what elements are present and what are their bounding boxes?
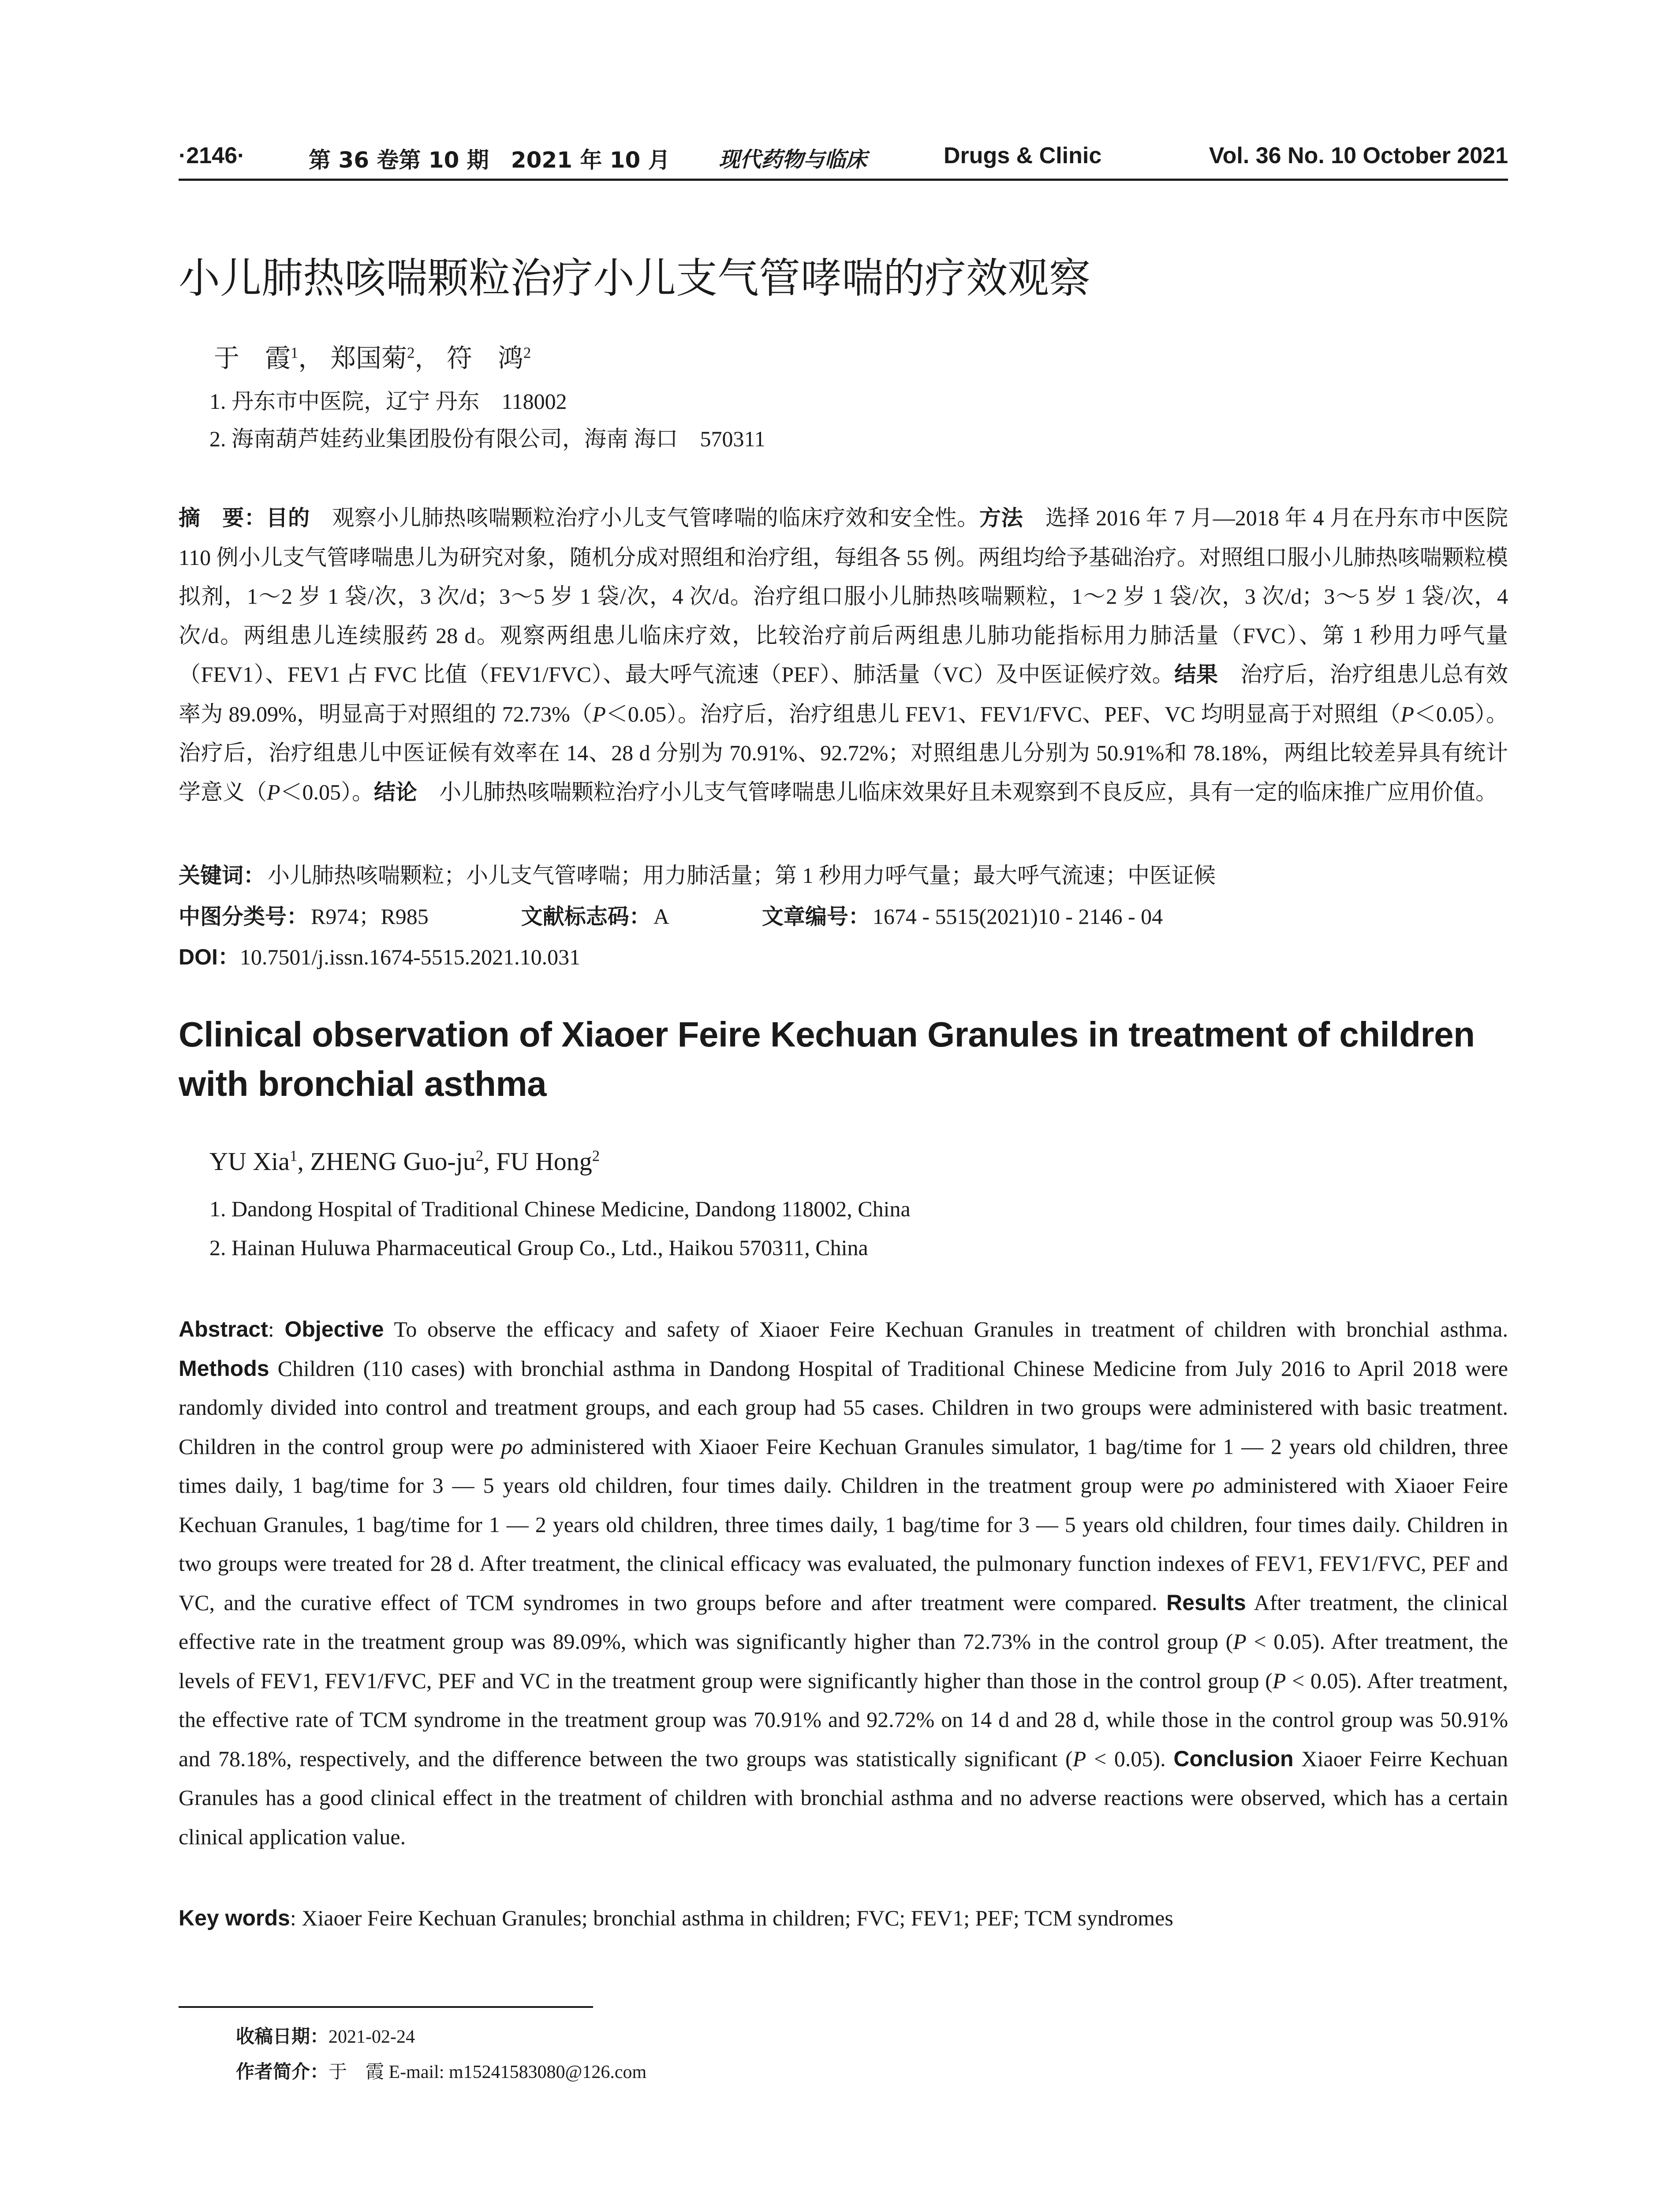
- p-value-symbol: P: [1072, 1746, 1086, 1771]
- clc-label: 中图分类号：: [179, 904, 309, 929]
- affiliation-cn-1: 1. 丹东市中医院，辽宁 丹东 118002: [209, 389, 567, 414]
- conclusion-text-en: Xiaoer Feirre Kechuan Granules has a good clinical effect in the treatment of children with bronchial asthma and no adverse reactions were observed, which has a certain clinical application value.: [179, 1746, 1508, 1849]
- results-label-en: Results: [1166, 1590, 1246, 1615]
- document-code-label: 文献标志码：: [521, 904, 651, 929]
- header-volume-cn: 第 36 卷第 10 期 2021 年 10 月: [309, 147, 670, 173]
- objective-text-en: To observe the efficacy and safety of Xiaoer Feire Kechuan Granules in treatment of children with bronchial asthma.: [394, 1317, 1508, 1342]
- keywords-text-en: Xiaoer Feire Kechuan Granules; bronchial asthma in children; FVC; FEV1; PEF; TCM syndromes: [302, 1906, 1173, 1930]
- abstract-colon: :: [268, 1317, 285, 1342]
- results-text-en: < 0.05).: [1086, 1746, 1166, 1771]
- doi-link[interactable]: 10.7501/j.issn.1674-5515.2021.10.031: [239, 945, 581, 969]
- methods-text-en: administered with Xiaoer Feire Kechuan Granules simulator, 1 bag/time for 1 — 2 years old children, three times daily, 1 bag/time for 3 — 5 years old children, four times daily. Children in the treatment group were: [179, 1434, 1508, 1498]
- keywords-text-cn: 小儿肺热咳喘颗粒；小儿支气管哮喘；用力肺活量；第 1 秒用力呼气量；最大呼气流速；中医证候: [268, 863, 1216, 888]
- results-text-en: < 0.05). After treatment, the levels of FEV1, FEV1/FVC, PEF and VC in the treatment group were significantly higher than those in the control group (: [179, 1629, 1508, 1693]
- author-affiliation-mark: 2: [475, 1147, 484, 1165]
- affiliation-en-1: 1. Dandong Hospital of Traditional Chinese Medicine, Dandong 118002, China: [209, 1196, 911, 1221]
- author-affiliation-mark: 2: [407, 344, 415, 362]
- p-value-symbol: P: [267, 779, 280, 804]
- author-name: FU Hong: [496, 1147, 592, 1176]
- abstract-label-en: Abstract: [179, 1317, 268, 1342]
- author-name: 郑国菊: [330, 344, 407, 373]
- article-title-cn: 小儿肺热咳喘颗粒治疗小儿支气管哮喘的疗效观察: [179, 254, 1091, 303]
- affiliation-cn-2: 2. 海南葫芦娃药业集团股份有限公司，海南 海口 570311: [209, 426, 765, 451]
- classification-line: [179, 899, 1163, 931]
- footnote-received: [236, 2022, 415, 2048]
- header-journal-cn: 现代药物与临床: [719, 147, 867, 172]
- p-value-symbol: P: [1272, 1668, 1286, 1693]
- keywords-en: [179, 1905, 1173, 1931]
- author-separator: ,: [483, 1147, 497, 1176]
- results-text-cn: ＜0.05）。治疗后，治疗组患儿中医证候有效率在 14、28 d 分别为 70.91%、92.72%；对照组患儿分别为 50.91%和 78.18%，两组比较差异具有统计学意义（: [179, 701, 1508, 804]
- article-number-value: 1674 - 5515(2021)10 - 2146 - 04: [872, 904, 1163, 929]
- po-abbreviation: po: [501, 1434, 523, 1459]
- author-affiliation-mark: 1: [290, 1147, 298, 1165]
- document-code-value: A: [653, 904, 669, 929]
- abstract-cn: [179, 498, 1508, 812]
- affiliation-en-2: 2. Hainan Huluwa Pharmaceutical Group Co., Ltd., Haikou 570311, China: [209, 1235, 868, 1260]
- p-value-symbol: P: [592, 701, 606, 726]
- author-list-en: [209, 1147, 600, 1176]
- methods-text-en: Children (110 cases) with bronchial asthma in Dandong Hospital of Traditional Chinese Medicine from July 2016 to April 2018 were randomly divided into control and treatment groups, and each group had 55 cases. Children in two groups were administered with basic treatment. Children in the control group were: [179, 1356, 1508, 1459]
- author-name: 符 鸿: [446, 344, 523, 373]
- conclusion-text-cn: 小儿肺热咳喘颗粒治疗小儿支气管哮喘患儿临床效果好且未观察到不良反应，具有一定的临床推广应用价值。: [439, 779, 1498, 804]
- conclusion-label-cn: 结论: [374, 779, 418, 805]
- conclusion-label-en: Conclusion: [1173, 1746, 1294, 1771]
- abstract-label-cn: 摘 要：: [179, 505, 266, 531]
- methods-text-cn: 选择 2016 年 7 月—2018 年 4 月在丹东市中医院 110 例小儿支气管哮喘患儿为研究对象，随机分成对照组和治疗组，每组各 55 例。两组均给予基础治疗。对照组口服小儿肺热咳喘颗粒模拟剂，1～2 岁 1 袋/次，3 次/d；3～5 岁 1 袋/次，4 次/d。治疗组口服小儿肺热咳喘颗粒，1～2 岁 1 袋/次，3 次/d；3～5 岁 1 袋/次，4 次/d。两组患儿连续服药 28 d。观察两组患儿临床疗效，比较治疗前后两组患儿肺功能指标用力肺活量（FVC）、第 1 秒用力呼气量（FEV1）、FEV1 占 FVC 比值（FEV1/FVC）、最大呼气流速（PEF）、肺活量（VC）及中医证候疗效。: [179, 505, 1508, 687]
- results-text-cn: ＜0.05）。: [280, 779, 374, 804]
- clc-value: R974；R985: [311, 904, 429, 929]
- methods-text-en: administered with Xiaoer Feire Kechuan Granules, 1 bag/time for 1 — 2 years old children, three times daily, 1 bag/time for 3 — 5 years old children, four times daily. Children in two groups were treated for 28 d. After treatment, the clinical efficacy was evaluated, the pulmonary function indexes of FEV1, FEV1/FVC, PEF and VC, and the curative effect of TCM syndromes in two groups before and after treatment were compared.: [179, 1473, 1508, 1615]
- author-separator: ，: [298, 344, 324, 373]
- author-name: 于 霞: [214, 344, 291, 373]
- author-bio-text: 于 霞 E-mail: m15241583080@126.com: [329, 2062, 647, 2082]
- p-value-symbol: P: [1233, 1629, 1247, 1654]
- header-journal-en: Drugs & Clinic: [944, 143, 1102, 168]
- results-text-cn: ＜0.05）。治疗后，治疗组患儿 FEV1、FEV1/FVC、PEF、VC 均明显高于对照组（: [605, 701, 1401, 726]
- author-affiliation-mark: 2: [592, 1147, 600, 1165]
- p-value-symbol: P: [1400, 701, 1414, 726]
- author-affiliation-mark: 1: [291, 344, 299, 362]
- methods-label-cn: 方法: [979, 505, 1023, 531]
- objective-label-en: Objective: [284, 1317, 384, 1342]
- results-label-cn: 结果: [1174, 662, 1218, 687]
- abstract-en: [179, 1310, 1508, 1856]
- keywords-cn: [179, 858, 1216, 889]
- author-separator: ,: [297, 1147, 310, 1176]
- keywords-colon: :: [290, 1906, 302, 1930]
- footnote-divider: [179, 2006, 593, 2008]
- received-label: 收稿日期：: [236, 2026, 329, 2047]
- doi-line: [179, 939, 580, 971]
- article-number-label: 文章编号：: [762, 904, 870, 929]
- author-separator: ，: [414, 344, 441, 373]
- footnote-author: [236, 2057, 646, 2084]
- results-text-cn: 治疗后，治疗组患儿总有效率为 89.09%，明显高于对照组的 72.73%（: [179, 662, 1508, 726]
- objective-text-cn: 观察小儿肺热咳喘颗粒治疗小儿支气管哮喘的临床疗效和安全性。: [332, 505, 980, 530]
- methods-label-en: Methods: [179, 1356, 269, 1381]
- author-name: ZHENG Guo-ju: [310, 1147, 476, 1176]
- author-name: YU Xia: [209, 1147, 290, 1176]
- author-affiliation-mark: 2: [523, 344, 531, 362]
- results-text-en: < 0.05). After treatment, the effective rate of TCM syndrome in the treatment group was 70.91% and 92.72% on 14 d and 28 d, while those in the control group was 50.91% and 78.18%, respectively, and the difference between the two groups was statistically significant (: [179, 1668, 1508, 1771]
- header-page-number: ·2146·: [179, 143, 245, 168]
- received-date: 2021-02-24: [329, 2027, 415, 2047]
- doi-label: DOI：: [179, 945, 240, 969]
- keywords-label-en: Key words: [179, 1906, 290, 1930]
- header-volume-en: Vol. 36 No. 10 October 2021: [1209, 143, 1508, 168]
- po-abbreviation: po: [1192, 1473, 1215, 1498]
- author-bio-label: 作者简介：: [236, 2061, 329, 2082]
- running-header: [179, 135, 1508, 181]
- objective-label-cn: 目的: [266, 505, 310, 531]
- results-text-en: After treatment, the clinical effective rate in the treatment group was 89.09%, which was significantly higher than 72.73% in the control group (: [179, 1590, 1508, 1654]
- article-title-en: Clinical observation of Xiaoer Feire Kechuan Granules in treatment of children with bronchial asthma: [179, 1015, 1475, 1103]
- author-list-cn: [214, 337, 531, 374]
- keywords-label-cn: 关键词：: [179, 863, 265, 888]
